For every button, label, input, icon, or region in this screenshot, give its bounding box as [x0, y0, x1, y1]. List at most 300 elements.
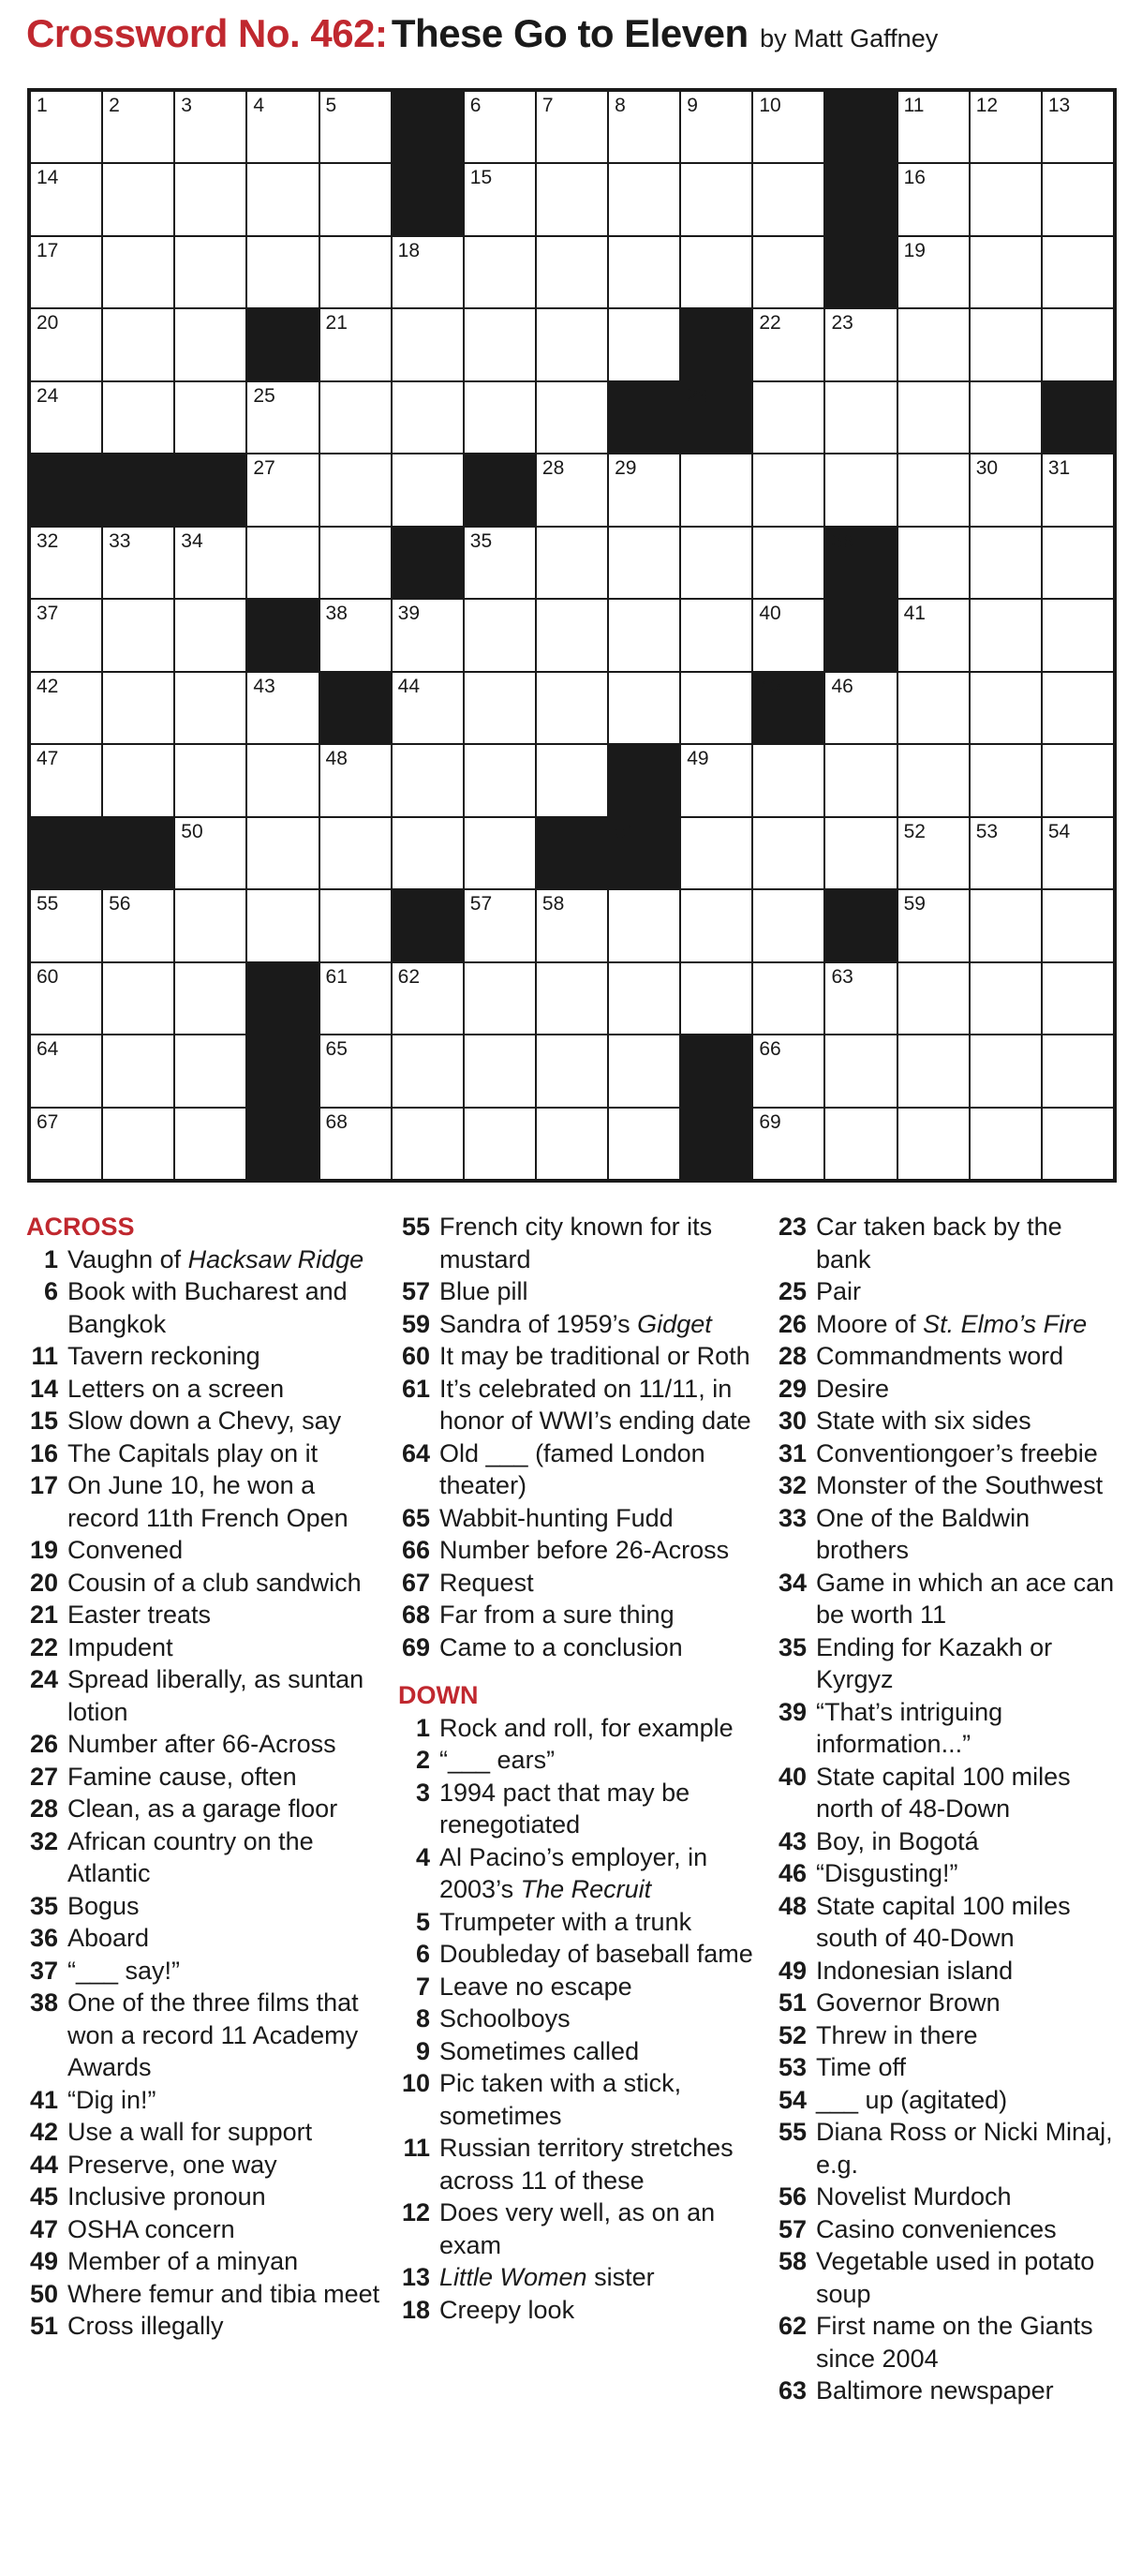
clue-text: Cross illegally [67, 2312, 224, 2340]
clue-text: Cousin of a club sandwich [67, 1568, 362, 1597]
clue-number: 2 [415, 1746, 430, 1774]
grid-cell[interactable] [465, 673, 535, 743]
across-clue [26, 1825, 382, 1890]
clue-number: 63 [778, 2376, 807, 2405]
black-square [247, 1035, 318, 1106]
cell-number: 13 [1047, 95, 1071, 116]
grid-cell[interactable] [609, 528, 679, 598]
clue-number: 29 [778, 1374, 807, 1403]
grid-cell[interactable] [681, 528, 751, 598]
black-square [609, 382, 679, 453]
grid-cell[interactable] [175, 673, 245, 743]
grid-cell[interactable] [537, 673, 607, 743]
grid-cell[interactable] [31, 1035, 101, 1106]
grid-cell[interactable] [898, 309, 969, 380]
grid-cell[interactable] [103, 963, 173, 1034]
clue-number: 55 [778, 2118, 807, 2146]
grid-cell[interactable] [103, 382, 173, 453]
clue-text: Little Women sister [439, 2263, 655, 2291]
grid-cell[interactable] [465, 1109, 535, 1179]
cell-number: 10 [759, 95, 781, 116]
grid-cell[interactable] [320, 600, 391, 670]
grid-cell[interactable] [609, 600, 679, 670]
grid-cell[interactable] [1043, 237, 1113, 307]
grid-cell[interactable] [320, 164, 391, 234]
grid-cell[interactable] [320, 963, 391, 1034]
grid-cell[interactable] [825, 818, 896, 888]
across-clue [398, 1534, 754, 1567]
across-clue [26, 1631, 382, 1664]
grid-cell[interactable] [825, 673, 896, 743]
grid-cell[interactable] [320, 1109, 391, 1179]
grid-cell[interactable] [971, 92, 1041, 162]
grid-cell[interactable] [393, 963, 463, 1034]
grid-cell[interactable] [681, 745, 751, 815]
grid-cell[interactable] [825, 745, 896, 815]
grid-cell[interactable] [681, 600, 751, 670]
grid-cell[interactable] [898, 963, 969, 1034]
cell-number: 25 [253, 384, 275, 407]
grid-cell[interactable] [393, 818, 463, 888]
cell-number: 36 [831, 529, 853, 552]
grid-cell[interactable] [753, 1035, 823, 1106]
clue-number: 37 [29, 1956, 58, 1985]
grid-cell[interactable] [320, 454, 391, 525]
grid-cell[interactable] [898, 92, 969, 162]
grid-cell[interactable] [753, 382, 823, 453]
grid-cell[interactable] [103, 528, 173, 598]
grid-cell[interactable] [465, 600, 535, 670]
grid-cell[interactable] [825, 454, 896, 525]
grid-cell[interactable] [393, 673, 463, 743]
grid-cell[interactable] [971, 890, 1041, 960]
cell-number: 48 [325, 748, 348, 770]
black-square [825, 528, 896, 598]
clue-number: 17 [29, 1471, 58, 1499]
down-clue [775, 1631, 1121, 1696]
grid-cell[interactable] [465, 963, 535, 1034]
grid-cell[interactable] [465, 92, 535, 162]
clue-text: Indonesian island [816, 1956, 1014, 1985]
grid-cell[interactable] [31, 745, 101, 815]
grid-cell[interactable] [971, 745, 1041, 815]
grid-cell[interactable] [247, 382, 318, 453]
grid-cell[interactable] [825, 382, 896, 453]
cell-number: 56 [109, 893, 131, 916]
grid-cell[interactable] [898, 673, 969, 743]
grid-cell[interactable] [175, 1109, 245, 1179]
clue-text: Novelist Murdoch [816, 2182, 1012, 2211]
grid-cell[interactable] [465, 1035, 535, 1106]
grid-cell[interactable] [753, 745, 823, 815]
grid-cell[interactable] [247, 818, 318, 888]
grid-cell[interactable] [971, 382, 1041, 453]
grid-cell[interactable] [681, 164, 751, 234]
grid-cell[interactable] [753, 454, 823, 525]
down-clue [398, 1841, 754, 1906]
grid-cell[interactable] [393, 1035, 463, 1106]
cell-number: 35 [469, 529, 493, 552]
grid-cell[interactable] [31, 673, 101, 743]
down-clue [775, 1275, 1121, 1308]
grid-cell[interactable] [609, 237, 679, 307]
grid-cell[interactable] [393, 309, 463, 380]
grid-cell[interactable] [971, 237, 1041, 307]
grid-cell[interactable] [1043, 309, 1113, 380]
grid-cell[interactable] [753, 164, 823, 234]
grid-cell[interactable] [753, 92, 823, 162]
down-clue [775, 2084, 1121, 2117]
cell-number: 28 [541, 457, 565, 480]
clue-number: 22 [29, 1632, 58, 1661]
grid-cell[interactable] [537, 92, 607, 162]
grid-cell[interactable] [898, 528, 969, 598]
clue-number: 49 [29, 2247, 58, 2275]
crossword-grid [27, 88, 1117, 1183]
grid-cell[interactable] [898, 1035, 969, 1106]
cell-number: 54 [1047, 820, 1071, 842]
grid-cell[interactable] [465, 382, 535, 453]
black-square [103, 818, 173, 888]
down-clue [775, 1308, 1121, 1341]
grid-cell[interactable] [609, 164, 679, 234]
grid-cell[interactable] [1043, 454, 1113, 525]
clue-number: 68 [401, 1601, 430, 1629]
grid-cell[interactable] [320, 528, 391, 598]
grid-cell[interactable] [1043, 600, 1113, 670]
grid-cell[interactable] [393, 237, 463, 307]
grid-cell[interactable] [753, 1109, 823, 1179]
clue-text: On June 10, he won a record 11th French Open [67, 1471, 349, 1532]
grid-cell[interactable] [681, 963, 751, 1034]
clue-number: 49 [778, 1956, 807, 1985]
grid-cell[interactable] [465, 237, 535, 307]
grid-cell[interactable] [753, 600, 823, 670]
grid-cell[interactable] [825, 963, 896, 1034]
clue-number: 65 [401, 1503, 430, 1532]
down-clue [775, 1437, 1121, 1470]
clue-text: OSHA concern [67, 2214, 235, 2243]
grid-cell[interactable] [609, 454, 679, 525]
grid-cell[interactable] [393, 1109, 463, 1179]
grid-cell[interactable] [31, 528, 101, 598]
cell-number: 20 [37, 312, 59, 335]
grid-cell[interactable] [1043, 1109, 1113, 1179]
cell-number: 27 [253, 457, 275, 480]
grid-cell[interactable] [31, 890, 101, 960]
grid-cell[interactable] [1043, 92, 1113, 162]
grid-cell[interactable] [971, 454, 1041, 525]
grid-cell[interactable] [103, 745, 173, 815]
grid-cell[interactable] [681, 237, 751, 307]
grid-cell[interactable] [609, 1109, 679, 1179]
across-clue [398, 1567, 754, 1600]
grid-cell[interactable] [898, 382, 969, 453]
grid-cell[interactable] [1043, 818, 1113, 888]
grid-cell[interactable] [753, 890, 823, 960]
across-clue [26, 1599, 382, 1631]
across-clue [26, 2245, 382, 2278]
clue-text: Convened [67, 1536, 184, 1564]
grid-cell[interactable] [320, 745, 391, 815]
black-square [825, 237, 896, 307]
grid-cell[interactable] [537, 745, 607, 815]
grid-cell[interactable] [393, 600, 463, 670]
puzzle-byline: by Matt Gaffney [760, 24, 939, 52]
cell-number: 52 [903, 820, 926, 842]
clue-text: Trumpeter with a trunk [439, 1907, 692, 1936]
grid-cell[interactable] [971, 1035, 1041, 1106]
grid-cell[interactable] [1043, 890, 1113, 960]
grid-cell[interactable] [1043, 963, 1113, 1034]
grid-cell[interactable] [175, 600, 245, 670]
grid-cell[interactable] [898, 237, 969, 307]
grid-cell[interactable] [320, 818, 391, 888]
grid-cell[interactable] [103, 309, 173, 380]
grid-cell[interactable] [247, 673, 318, 743]
clue-text: “___ say!” [67, 1956, 181, 1985]
clue-number: 24 [29, 1665, 58, 1693]
grid-cell[interactable] [247, 92, 318, 162]
grid-cell[interactable] [681, 454, 751, 525]
grid-cell[interactable] [971, 164, 1041, 234]
grid-cell[interactable] [898, 890, 969, 960]
clue-text: Schoolboys [439, 2004, 571, 2033]
cell-number: 26 [687, 384, 709, 407]
down-clue [775, 2310, 1121, 2375]
grid-cell[interactable] [465, 164, 535, 234]
cell-number: 66 [759, 1038, 781, 1061]
grid-cell[interactable] [247, 528, 318, 598]
grid-cell[interactable] [537, 890, 607, 960]
grid-cell[interactable] [898, 818, 969, 888]
clue-text: Came to a conclusion [439, 1632, 683, 1661]
grid-cell[interactable] [971, 963, 1041, 1034]
cell-number: 14 [37, 167, 59, 189]
grid-cell[interactable] [320, 92, 391, 162]
clue-text: Rock and roll, for example [439, 1713, 734, 1742]
grid-cell[interactable] [31, 1109, 101, 1179]
grid-cell[interactable] [320, 890, 391, 960]
across-clue [26, 1663, 382, 1728]
grid-cell[interactable] [753, 309, 823, 380]
grid-cell[interactable] [971, 528, 1041, 598]
down-clue-list [398, 1712, 754, 2327]
grid-cell[interactable] [825, 1109, 896, 1179]
grid-cell[interactable] [971, 600, 1041, 670]
across-clue [26, 1469, 382, 1534]
across-clue [26, 2310, 382, 2343]
grid-cell[interactable] [537, 1035, 607, 1106]
grid-cell[interactable] [609, 963, 679, 1034]
cell-number: 37 [37, 603, 59, 625]
down-clue [775, 1469, 1121, 1502]
across-clue [26, 1728, 382, 1761]
grid-cell[interactable] [31, 164, 101, 234]
grid-cell[interactable] [1043, 528, 1113, 598]
cell-number: 29 [615, 457, 637, 480]
grid-cell[interactable] [609, 92, 679, 162]
grid-cell[interactable] [465, 818, 535, 888]
grid-cell[interactable] [31, 382, 101, 453]
clue-number: 46 [778, 1859, 807, 1887]
grid-cell[interactable] [175, 963, 245, 1034]
grid-cell[interactable] [175, 528, 245, 598]
grid-cell[interactable] [175, 382, 245, 453]
clue-text: Request [439, 1568, 534, 1597]
grid-cell[interactable] [971, 309, 1041, 380]
clue-number: 50 [29, 2279, 58, 2308]
black-square [1043, 382, 1113, 453]
clue-text: Sandra of 1959’s Gidget [439, 1309, 712, 1338]
grid-cell[interactable] [103, 237, 173, 307]
grid-cell[interactable] [175, 1035, 245, 1106]
grid-cell[interactable] [103, 1035, 173, 1106]
clue-text: ___ up (agitated) [816, 2085, 1008, 2114]
grid-cell[interactable] [681, 673, 751, 743]
grid-cell[interactable] [537, 528, 607, 598]
grid-cell[interactable] [175, 818, 245, 888]
grid-cell[interactable] [537, 382, 607, 453]
cell-number: 39 [397, 603, 421, 625]
grid-cell[interactable] [31, 963, 101, 1034]
down-clue [775, 1567, 1121, 1631]
grid-cell[interactable] [31, 237, 101, 307]
grid-cell[interactable] [825, 1035, 896, 1106]
grid-cell[interactable] [971, 1109, 1041, 1179]
grid-cell[interactable] [465, 890, 535, 960]
clue-number: 16 [29, 1438, 58, 1467]
grid-cell[interactable] [681, 92, 751, 162]
grid-cell[interactable] [537, 600, 607, 670]
clue-column-1 [26, 1211, 382, 2343]
grid-cell[interactable] [175, 92, 245, 162]
grid-cell[interactable] [393, 454, 463, 525]
grid-cell[interactable] [1043, 745, 1113, 815]
grid-cell[interactable] [465, 745, 535, 815]
grid-cell[interactable] [753, 528, 823, 598]
grid-cell[interactable] [103, 673, 173, 743]
grid-cell[interactable] [103, 92, 173, 162]
clue-text: Letters on a screen [67, 1374, 285, 1403]
grid-cell[interactable] [465, 528, 535, 598]
grid-cell[interactable] [31, 92, 101, 162]
clue-text: One of the Baldwin brothers [816, 1503, 1031, 1564]
grid-cell[interactable] [31, 309, 101, 380]
grid-cell[interactable] [971, 818, 1041, 888]
grid-cell[interactable] [681, 818, 751, 888]
grid-cell[interactable] [681, 890, 751, 960]
grid-cell[interactable] [898, 1109, 969, 1179]
clue-number: 20 [29, 1568, 58, 1597]
black-square [31, 818, 101, 888]
down-clue [775, 1211, 1121, 1275]
grid-cell[interactable] [465, 309, 535, 380]
grid-cell[interactable] [537, 1109, 607, 1179]
grid-cell[interactable] [537, 309, 607, 380]
grid-cell[interactable] [247, 237, 318, 307]
grid-cell[interactable] [537, 237, 607, 307]
grid-cell[interactable] [175, 164, 245, 234]
grid-cell[interactable] [898, 745, 969, 815]
grid-cell[interactable] [537, 963, 607, 1034]
grid-cell[interactable] [971, 673, 1041, 743]
grid-cell[interactable] [609, 890, 679, 960]
grid-cell[interactable] [103, 164, 173, 234]
cell-number: 8 [615, 95, 626, 116]
cell-number: 1 [37, 95, 48, 116]
grid-cell[interactable] [1043, 673, 1113, 743]
grid-cell[interactable] [103, 890, 173, 960]
grid-cell[interactable] [320, 237, 391, 307]
grid-cell[interactable] [753, 818, 823, 888]
grid-cell[interactable] [320, 382, 391, 453]
grid-cell[interactable] [609, 309, 679, 380]
clue-text: Threw in there [816, 2020, 978, 2049]
grid-cell[interactable] [247, 454, 318, 525]
grid-cell[interactable] [247, 890, 318, 960]
grid-cell[interactable] [247, 745, 318, 815]
grid-cell[interactable] [609, 1035, 679, 1106]
clue-text: “___ ears” [439, 1746, 556, 1774]
cell-number: 22 [759, 312, 781, 335]
cell-number: 7 [541, 95, 554, 116]
grid-cell[interactable] [1043, 1035, 1113, 1106]
down-clue [775, 1502, 1121, 1567]
grid-cell[interactable] [753, 963, 823, 1034]
black-square [465, 454, 535, 525]
grid-cell[interactable] [1043, 164, 1113, 234]
grid-cell[interactable] [103, 600, 173, 670]
grid-cell[interactable] [753, 237, 823, 307]
clue-number: 51 [778, 1988, 807, 2017]
clue-text: Al Pacino’s employer, in 2003’s The Recruit [439, 1842, 708, 1903]
across-clue-list [26, 1243, 382, 2343]
across-clue-list-continued [398, 1211, 754, 1663]
across-clue [26, 1922, 382, 1955]
down-clue [398, 1712, 754, 1745]
grid-cell[interactable] [320, 309, 391, 380]
clue-text: Wabbit-hunting Fudd [439, 1503, 674, 1532]
grid-cell[interactable] [175, 237, 245, 307]
across-clue [26, 1534, 382, 1567]
grid-cell[interactable] [103, 1109, 173, 1179]
grid-cell[interactable] [898, 600, 969, 670]
down-clue [398, 1906, 754, 1939]
down-clue [775, 2213, 1121, 2246]
clue-number: 1 [43, 1244, 58, 1273]
grid-cell[interactable] [175, 745, 245, 815]
across-clue [398, 1340, 754, 1373]
grid-cell[interactable] [320, 1035, 391, 1106]
clue-number: 11 [31, 1342, 58, 1370]
grid-cell[interactable] [898, 454, 969, 525]
grid-cell[interactable] [31, 600, 101, 670]
grid-cell[interactable] [247, 164, 318, 234]
grid-cell[interactable] [175, 309, 245, 380]
grid-cell[interactable] [537, 164, 607, 234]
cell-number: 62 [397, 965, 421, 988]
grid-cell[interactable] [393, 745, 463, 815]
grid-cell[interactable] [393, 382, 463, 453]
grid-cell[interactable] [175, 890, 245, 960]
clue-number: 1 [415, 1713, 430, 1742]
across-clue [26, 2149, 382, 2181]
grid-cell[interactable] [898, 164, 969, 234]
grid-cell[interactable] [609, 673, 679, 743]
grid-cell[interactable] [825, 309, 896, 380]
grid-cell[interactable] [537, 454, 607, 525]
